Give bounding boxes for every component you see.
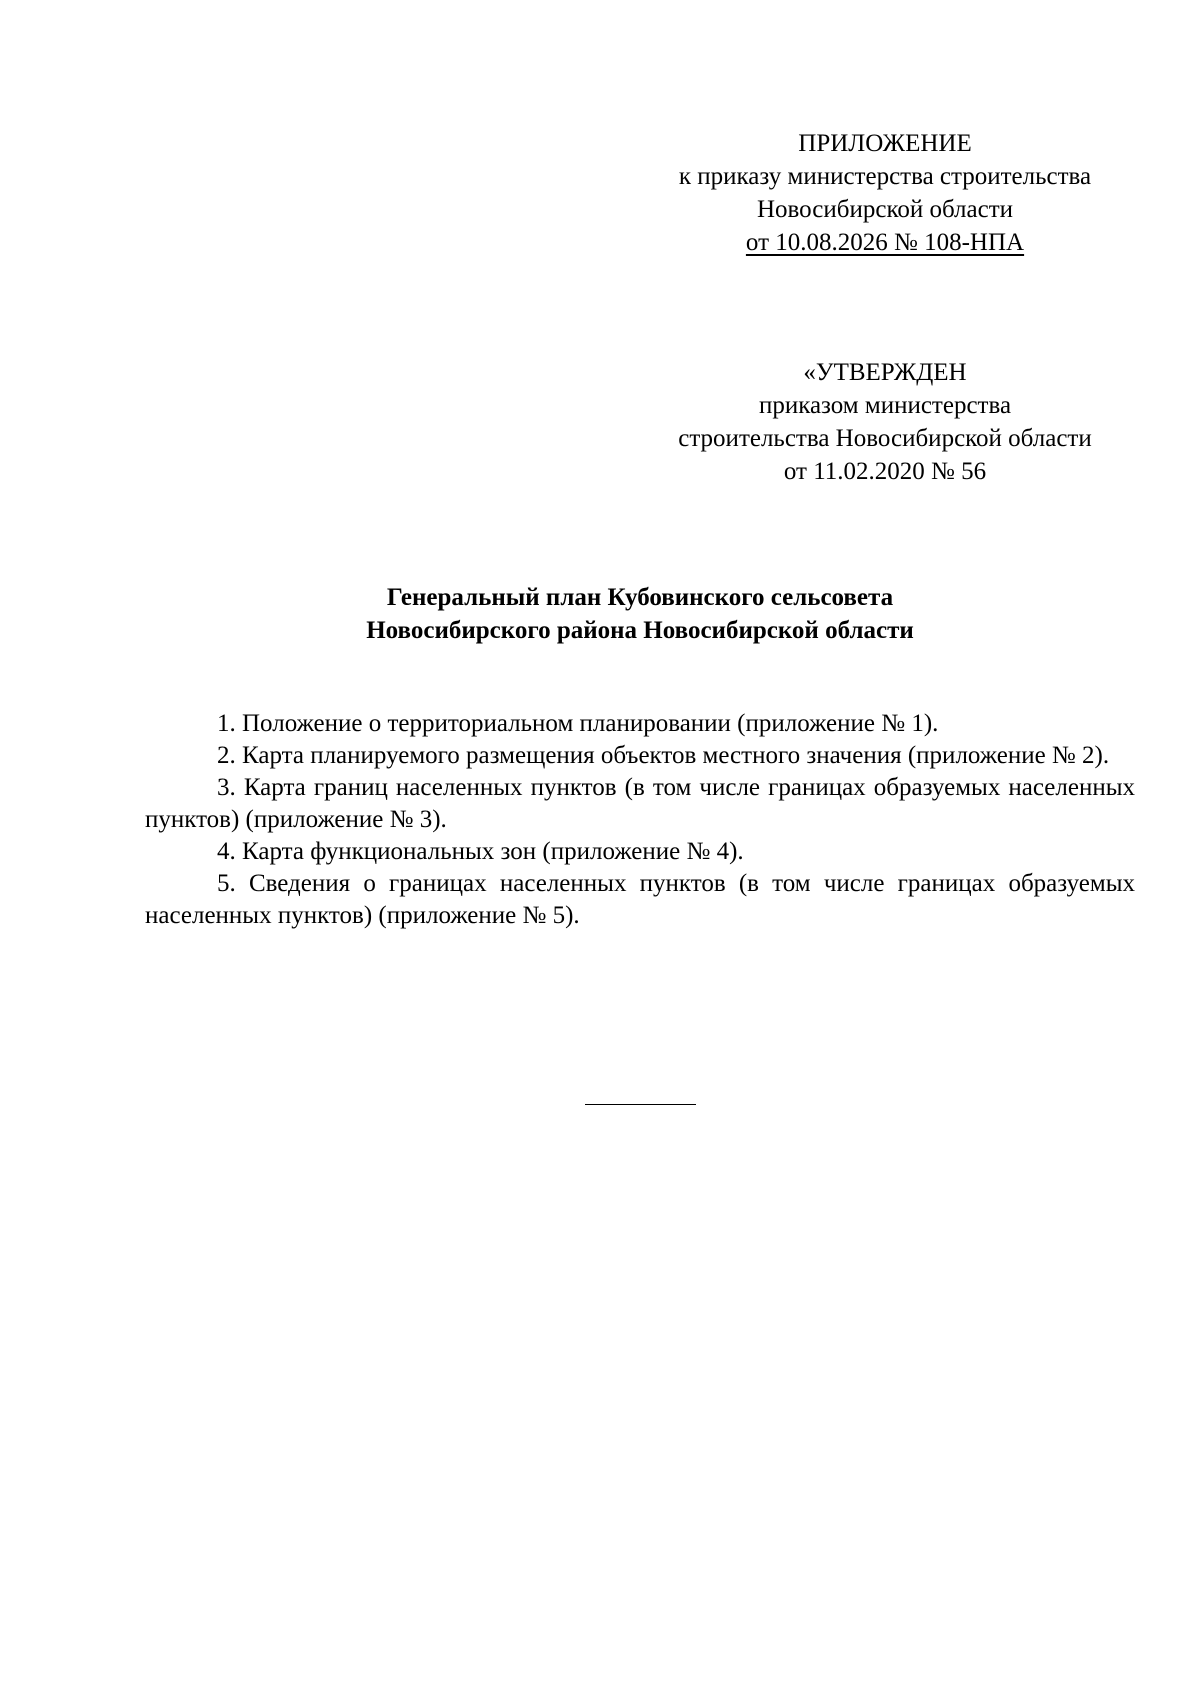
appendix-line-2: Новосибирской области — [756, 196, 1014, 223]
appendix-list — [145, 708, 1135, 932]
approved-heading: «УТВЕРЖДЕН — [803, 359, 967, 386]
end-divider — [585, 1104, 696, 1105]
list-item: 3. Карта границ населенных пунктов (в том числе границах образуемых населенных пунктов) (приложение № 3). — [145, 774, 1135, 833]
document-title — [145, 581, 1135, 647]
approved-order-ref: от 11.02.2020 № 56 — [783, 458, 987, 485]
title-line-2: Новосибирского района Новосибирской области — [366, 617, 914, 644]
appendix-heading: ПРИЛОЖЕНИЕ — [798, 130, 972, 157]
appendix-line-1: к приказу министерства строительства — [678, 163, 1092, 190]
approved-line-1: приказом министерства — [758, 392, 1012, 419]
approved-stamp — [650, 356, 1120, 488]
appendix-order-ref: от 10.08.2026 № 108-НПА — [745, 229, 1025, 256]
appendix-header — [650, 127, 1120, 259]
list-item: 5. Сведения о границах населенных пунктов (в том числе границах образуемых населенных пунктов) (приложение № 5). — [145, 870, 1135, 929]
list-item: 4. Карта функциональных зон (приложение № 4). — [217, 838, 744, 865]
list-item: 1. Положение о территориальном планировании (приложение № 1). — [217, 710, 939, 737]
approved-line-2: строительства Новосибирской области — [678, 425, 1092, 452]
list-item: 2. Карта планируемого размещения объектов местного значения (приложение № 2). — [217, 742, 1110, 769]
title-line-1: Генеральный план Кубовинского сельсовета — [386, 584, 894, 611]
